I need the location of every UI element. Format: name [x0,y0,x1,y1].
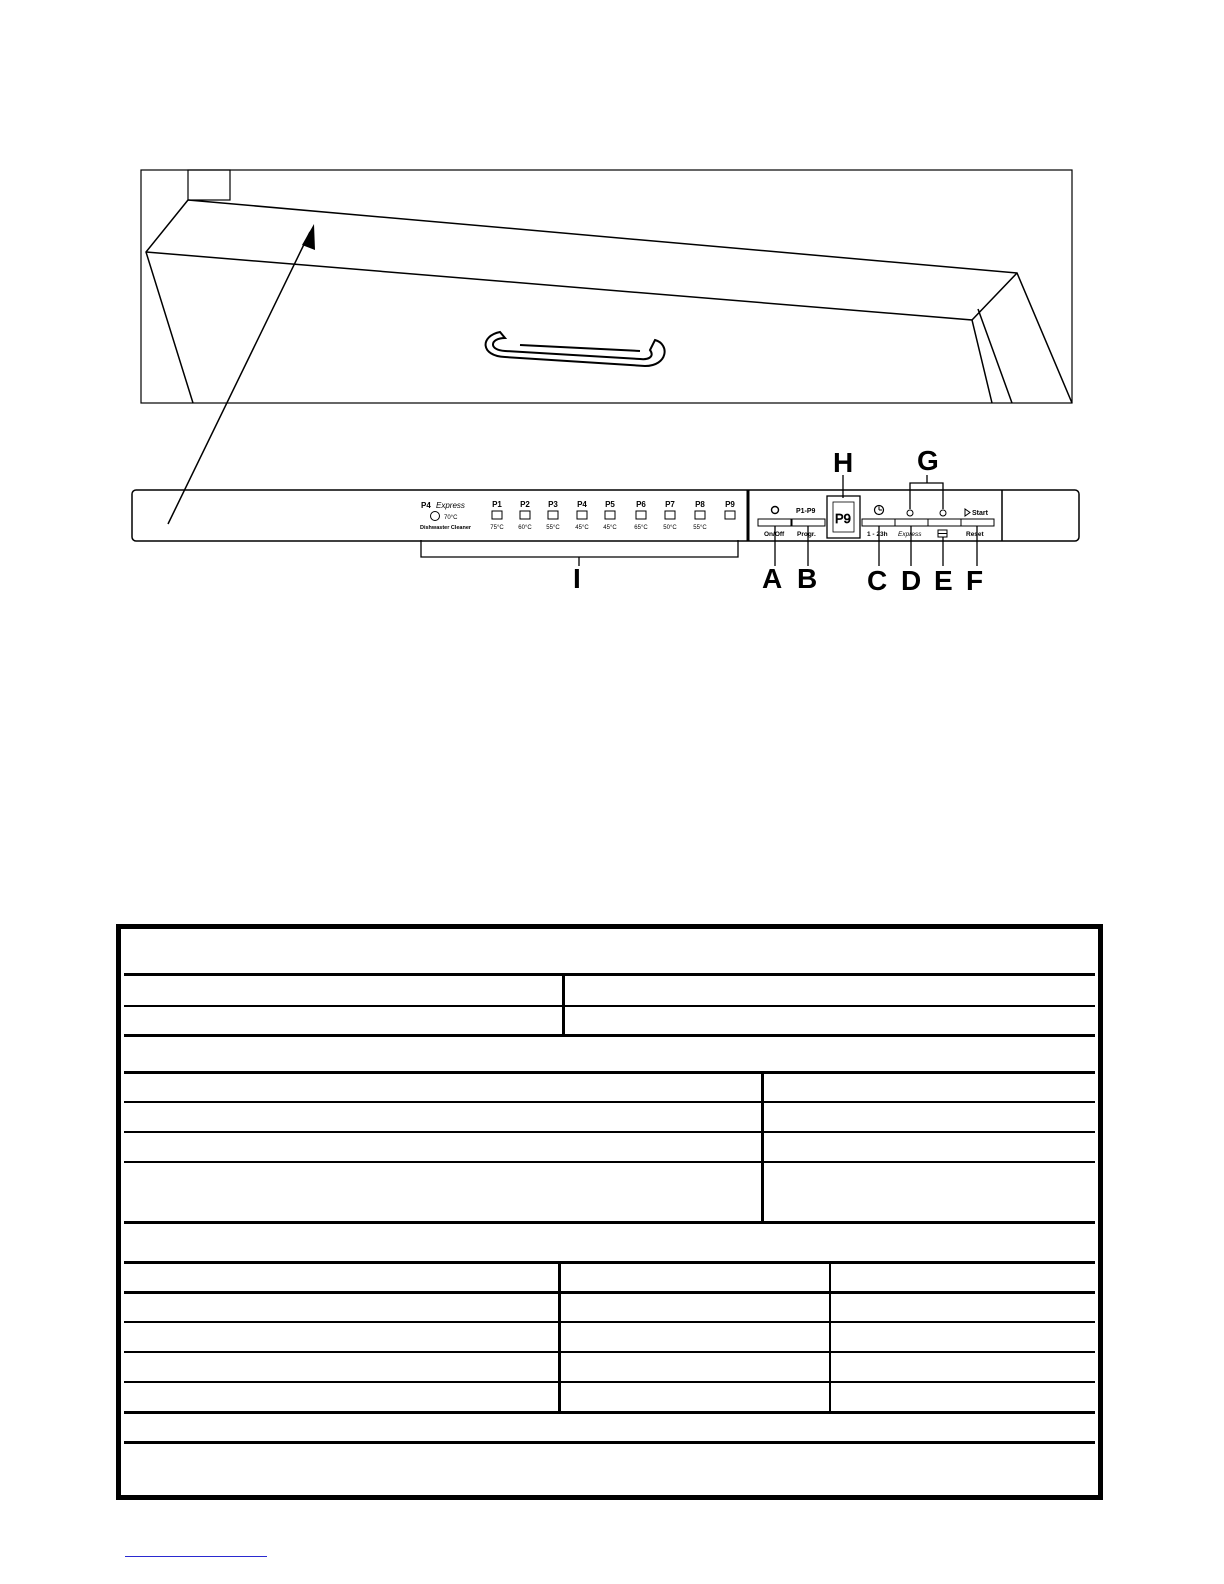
table-rule [124,1221,1095,1224]
table-rule [124,1411,1095,1414]
table-rule [124,1441,1095,1444]
program-temp: 75°C [490,525,504,531]
table-rule [124,1005,1095,1007]
program-code: P1 [492,500,502,509]
pan-icon [520,511,530,519]
callout-A: A [762,563,783,594]
table-rule [124,1321,1095,1323]
callout-E: E [934,565,953,596]
rapid-59-icon [636,511,646,519]
table-divider [761,1071,764,1224]
express-button[interactable] [895,519,928,526]
program-temp: 50°C [663,525,677,531]
program-code: P7 [665,500,675,509]
delay-button[interactable] [862,519,895,526]
half-load-button[interactable] [928,519,961,526]
program-range-label: P1-P9 [796,508,816,515]
pot-icon [492,511,502,519]
express-led [907,510,913,516]
program-temp: 60°C [518,525,532,531]
specification-table [116,924,1103,1500]
reset-label: Reset [966,531,984,538]
callout-I: I [573,563,581,594]
table-rule [124,1381,1095,1383]
program-temp: 45°C [575,525,589,531]
program-code: P9 [725,500,735,509]
night-icon [695,511,705,519]
table-rule [124,1351,1095,1353]
program-code: P2 [520,500,530,509]
glass-icon [725,511,735,519]
display-readout: P9 [835,511,851,526]
cup-icon [605,511,615,519]
table-rule [124,1261,1095,1264]
program-code: P5 [605,500,615,509]
power-icon [772,507,779,514]
eco-icon [577,511,587,519]
table-divider [558,1261,561,1414]
table-rule [124,1034,1095,1037]
callout-lines [421,475,977,566]
play-icon [965,509,970,516]
table-rule [124,1101,1095,1103]
program-code: P6 [636,500,646,509]
table-rule [124,1131,1095,1133]
half-load-led [940,510,946,516]
start-label: Start [972,510,988,517]
program-code: P8 [695,500,705,509]
program-button[interactable] [792,519,825,526]
callout-G: G [917,445,939,476]
program-temp: 55°C [546,525,560,531]
program-temp: 45°C [603,525,617,531]
table-rule [124,973,1095,976]
express-logo: Express [436,501,465,510]
table-divider [829,1261,831,1414]
wave-icon [548,511,558,519]
control-panel [132,490,1079,541]
door-illustration [141,170,1072,403]
on-off-label: On/Off [764,531,785,538]
program-list [490,500,735,531]
express-button-label: Express [898,531,922,538]
table-rule [124,1071,1095,1074]
dishwasher-cleaner-label: Dishwaster Cleaner [420,525,472,531]
program-temp: 65°C [634,525,648,531]
on-off-button[interactable] [758,519,791,526]
express-temp: 70°C [444,515,458,521]
program-code: P4 [577,500,587,509]
callout-D: D [901,565,922,596]
express-program-label: P4 [421,501,431,510]
cleaner-icon [431,512,440,521]
pointer-arrow [168,224,315,524]
table-rule [124,1161,1095,1163]
table-divider [562,973,565,1037]
program-code: P3 [548,500,558,509]
program-temp: 55°C [693,525,707,531]
footer-link-underline [125,1556,267,1557]
callout-C: C [867,565,888,596]
table-rule [124,1291,1095,1294]
callout-H: H [833,447,854,478]
delay-label: 1 - 23h [867,531,888,538]
program-label: Progr. [797,531,816,538]
callout-F: F [966,565,984,596]
callout-B: B [797,563,818,594]
rapid-24-icon [665,511,675,519]
start-reset-button[interactable] [961,519,994,526]
